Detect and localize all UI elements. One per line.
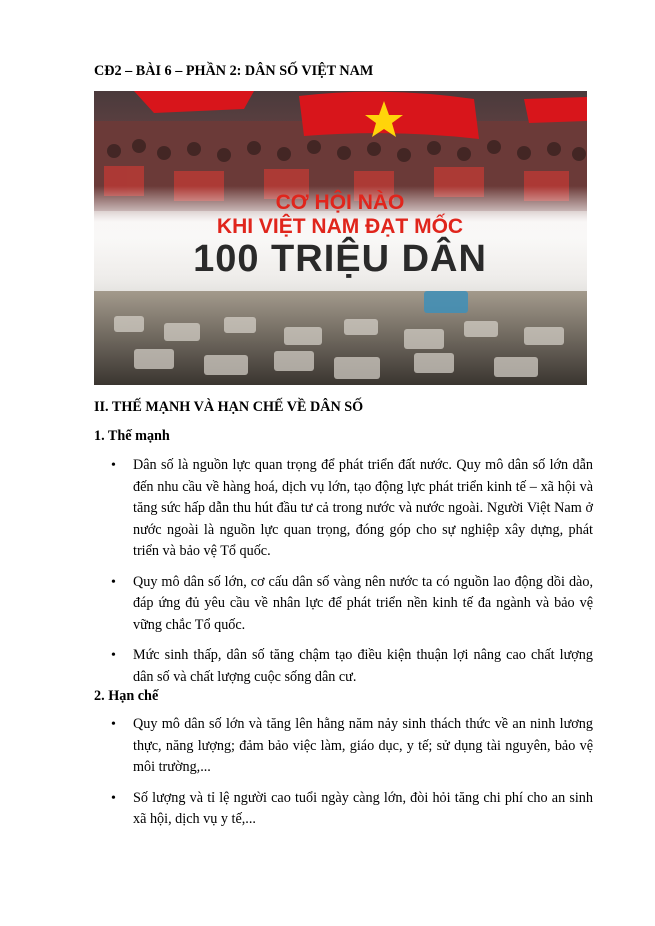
list-item	[111, 714, 593, 779]
limitations-heading: 2. Hạn chế	[94, 688, 159, 704]
bullet-marker: •	[111, 574, 116, 590]
bullet-marker: •	[111, 648, 116, 663]
strengths-list	[111, 455, 593, 697]
list-item-text: Mức sinh thấp, dân số tăng chậm tạo điều kiện thuận lợi nâng cao chất lượng dân số và chất lượng cuộc sống dân cư.	[133, 647, 593, 685]
list-item	[111, 455, 593, 563]
banner-illustration	[94, 91, 587, 385]
bullet-marker: •	[111, 458, 116, 473]
list-item	[111, 645, 593, 688]
limitations-list	[111, 714, 593, 840]
document-title: CĐ2 – BÀI 6 – PHẦN 2: DÂN SỐ VIỆT NAM	[94, 63, 374, 79]
banner-line-3: 100 TRIỆU DÂN	[193, 238, 487, 280]
bullet-marker: •	[111, 790, 116, 806]
strengths-heading: 1. Thế mạnh	[94, 428, 170, 444]
section-heading: II. THẾ MẠNH VÀ HẠN CHẾ VỀ DÂN SỐ	[94, 399, 364, 415]
banner-line-1: CƠ HỘI NÀO	[275, 191, 405, 214]
list-item	[111, 788, 593, 831]
list-item-text: Quy mô dân số lớn, cơ cấu dân số vàng nên nước ta có nguồn lao động dồi dào, đáp ứng đủ yêu cầu về nhân lực để phát triển nền kinh tế đa ngành và bảo vệ vững chắc Tổ quốc.	[133, 573, 593, 633]
bullet-marker: •	[111, 717, 116, 732]
list-item-text: Dân số là nguồn lực quan trọng để phát triển đất nước. Quy mô dân số lớn dẫn đến nhu cầu về hàng hoá, dịch vụ lớn, tạo động lực phát triển kinh tế – xã hội và tăng sức hấp dẫn thu hút đầu tư cả trong nước và nước ngoài. Người Việt Nam ở nước ngoài là nguồn lực quan trọng, đóng góp cho sự nghiệp xây dựng, phát triển và bảo vệ Tổ quốc.	[133, 457, 593, 559]
banner-line-2: KHI VIỆT NAM ĐẠT MỐC	[216, 215, 464, 238]
banner-image	[94, 91, 587, 385]
list-item-text: Số lượng và tỉ lệ người cao tuổi ngày càng lớn, đòi hỏi tăng chi phí cho an sinh xã hội, dịch vụ y tế,...	[133, 789, 593, 827]
list-item	[111, 572, 593, 637]
list-item-text: Quy mô dân số lớn và tăng lên hằng năm nảy sinh thách thức về an ninh lương thực, năng lượng; đảm bảo việc làm, giáo dục, y tế; sử dụng tài nguyên, bảo vệ môi trường,...	[133, 716, 593, 775]
